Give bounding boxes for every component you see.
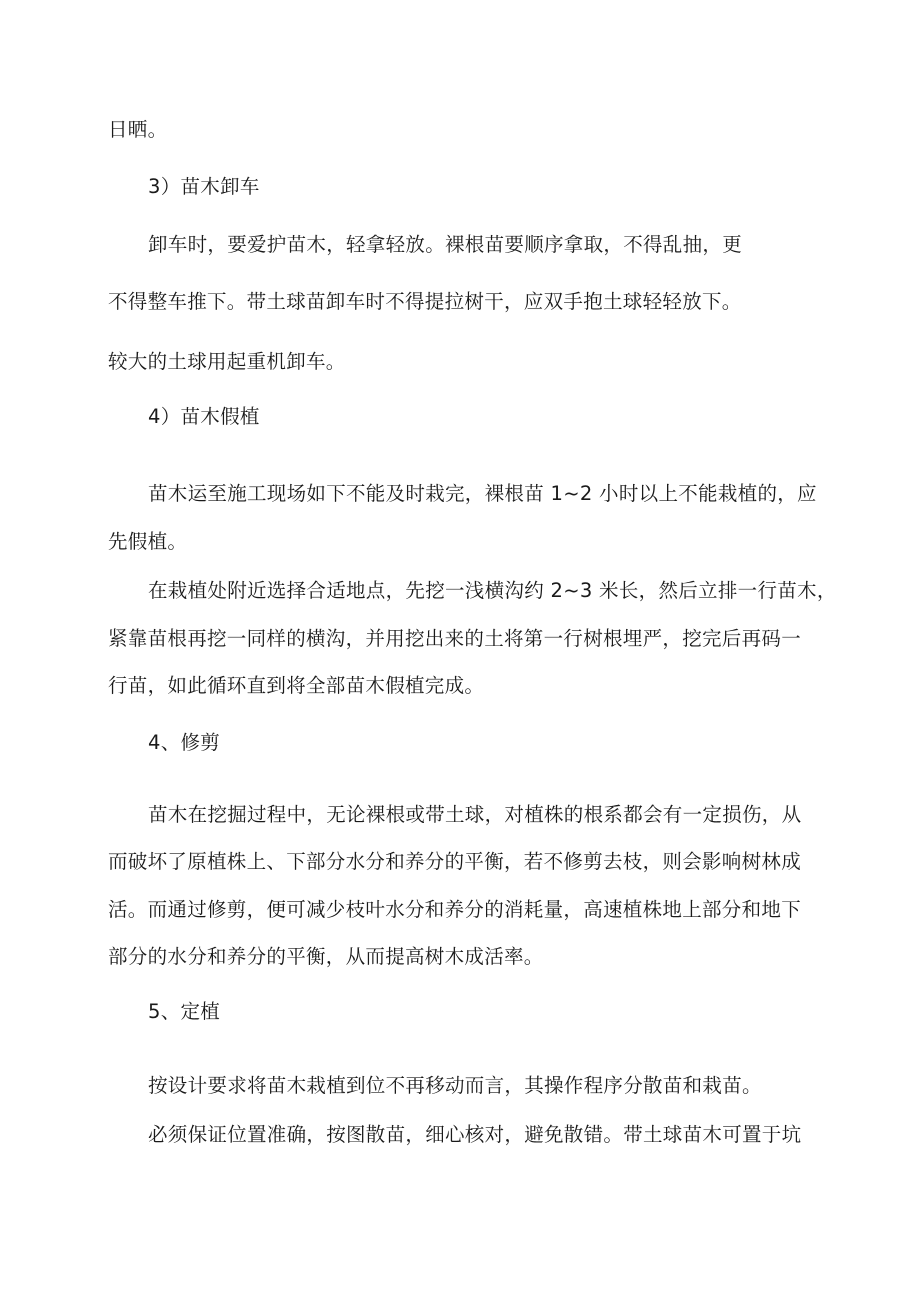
text-line: 部分的水分和养分的平衡，从而提高树木成活率。 [108, 945, 544, 968]
subheading: 4）苗木假植 [148, 405, 260, 428]
text-line: 行苗，如此循环直到将全部苗木假植完成。 [108, 674, 485, 697]
subheading: 3）苗木卸车 [148, 175, 260, 198]
section-heading: 4、修剪 [148, 731, 221, 754]
text-line: 必须保证位置准确，按图散苗，细心核对，避免散错。带土球苗木可置于坑 [148, 1123, 802, 1146]
text-line: 不得整车推下。带土球苗卸车时不得提拉树干，应双手抱土球轻轻放下。 [108, 290, 742, 313]
text-line: 苗木运至施工现场如下不能及时栽完，裸根苗 1~2 小时以上不能栽植的，应 [148, 482, 817, 505]
text-line: 活。而通过修剪，便可减少枝叶水分和养分的消耗量，高速植株地上部分和地下 [108, 898, 802, 921]
text-line: 较大的土球用起重机卸车。 [108, 350, 346, 373]
text-line: 日晒。 [108, 118, 168, 141]
text-line: 卸车时，要爱护苗木，轻拿轻放。裸根苗要顺序拿取，不得乱抽，更 [148, 233, 743, 256]
text-line: 紧靠苗根再挖一同样的横沟，并用挖出来的土将第一行树根埋严，挖完后再码一 [108, 627, 802, 650]
text-line: 按设计要求将苗木栽植到位不再移动而言，其操作程序分散苗和栽苗。 [148, 1074, 762, 1097]
text-line: 苗木在挖掘过程中，无论裸根或带土球，对植株的根系都会有一定损伤，从 [148, 803, 802, 826]
section-heading: 5、定植 [148, 1000, 221, 1023]
text-line: 在栽植处附近选择合适地点，先挖一浅横沟约 2~3 米长，然后立排一行苗木， [148, 579, 837, 602]
text-line: 先假植。 [108, 530, 188, 553]
text-line: 而破坏了原植株上、下部分水分和养分的平衡，若不修剪去枝，则会影响树林成 [108, 850, 802, 873]
